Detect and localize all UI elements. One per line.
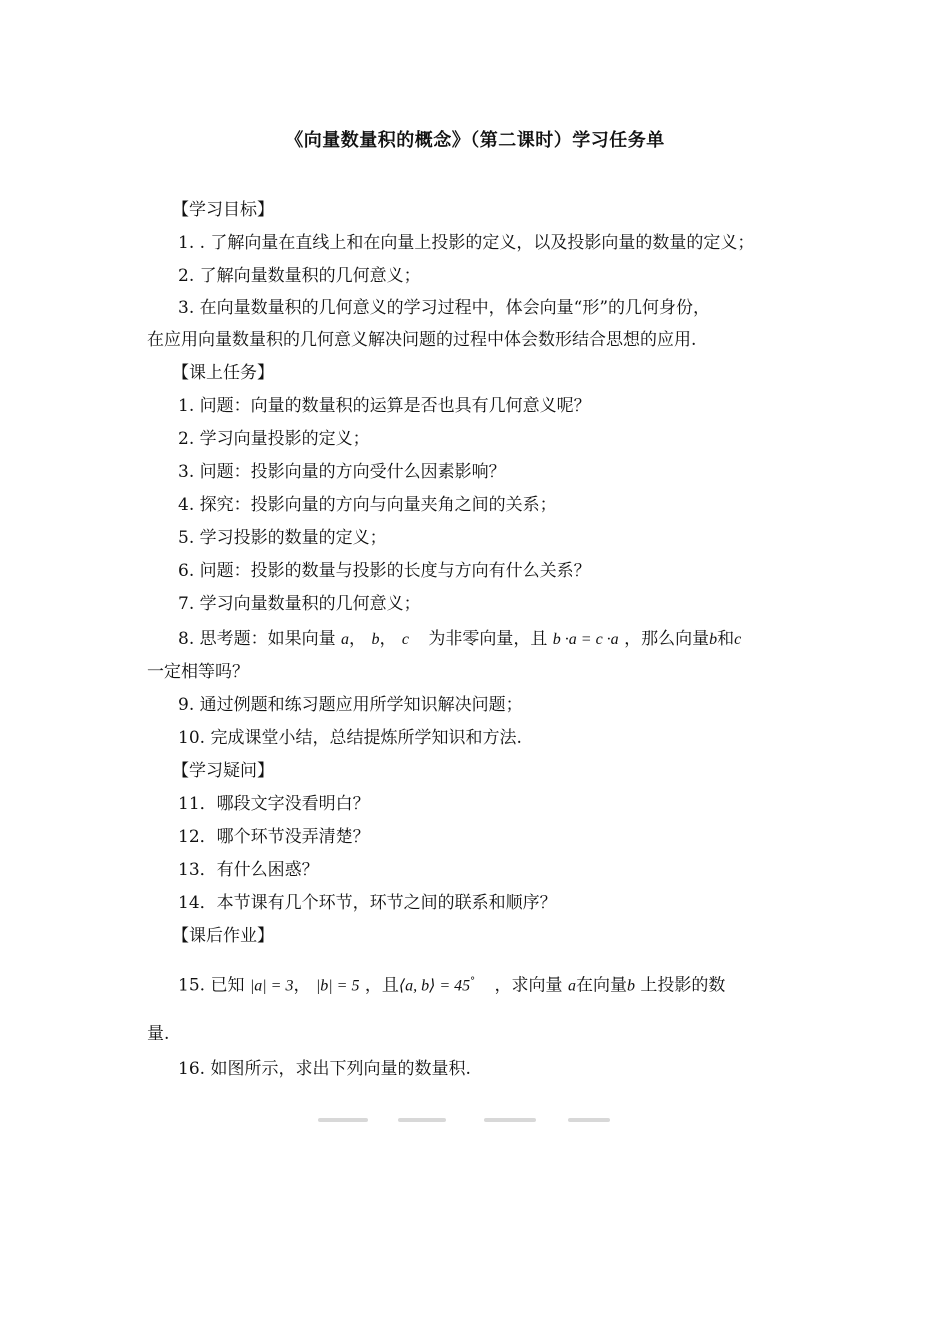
task-item: 6. 问题：投影的数量与投影的长度与方向有什么关系？	[178, 561, 591, 581]
q15-prefix: 15. 已知	[178, 975, 245, 996]
question-item: 11．哪段文字没看明白？	[178, 794, 370, 814]
degree-symbol: °	[470, 976, 476, 987]
comma: ，	[349, 629, 367, 649]
goal-item: 1. . 了解向量在直线上和在向量上投影的定义，以及投影向量的数量的定义；	[178, 233, 755, 253]
goal-item: 2. 了解向量数量积的几何意义；	[178, 266, 421, 286]
task-item: 5. 学习投影的数量的定义；	[178, 528, 387, 548]
vector-b: b	[709, 631, 718, 648]
q8-suffix: ，那么向量	[624, 629, 710, 649]
q15-abs-b: |b| = 5	[315, 977, 360, 995]
task-item: 9. 通过例题和练习题应用所学知识解决问题；	[178, 695, 523, 715]
section-heading-questions: 【学习疑问】	[172, 761, 274, 781]
task-item-q8	[178, 627, 741, 652]
homework-item-q15	[178, 970, 725, 999]
vector-b: b	[371, 631, 380, 648]
question-item: 12．哪个环节没弄清楚？	[178, 827, 370, 847]
question-item: 13．有什么困惑？	[178, 860, 319, 880]
q8-equation: b ·a = c ·a	[552, 631, 619, 648]
section-heading-homework: 【课后作业】	[172, 926, 274, 946]
vector-c: c	[401, 631, 409, 648]
comma: ，	[379, 629, 397, 649]
vector-b: b	[626, 977, 635, 995]
vector-a: a	[341, 631, 350, 648]
task-item: 10. 完成课堂小结，总结提炼所学知识和方法.	[178, 728, 522, 748]
question-item: 14．本节课有几个环节，环节之间的联系和顺序？	[178, 893, 557, 913]
q15-on: 在向量	[575, 975, 627, 996]
q15-angle: ⟨a, b⟩ = 45	[398, 977, 471, 995]
q8-prefix: 8. 思考题：如果向量	[178, 629, 336, 649]
q15-tail: 上投影的数	[640, 975, 726, 996]
q8-mid: 为非零向量，且	[428, 629, 548, 649]
task-item: 3. 问题：投影向量的方向受什么因素影响？	[178, 462, 506, 482]
task-item: 4. 探究：投影向量的方向与向量夹角之间的关系；	[178, 495, 557, 515]
cropped-figure-labels	[318, 1112, 618, 1126]
homework-item-q15-continued: 量.	[147, 1024, 170, 1044]
vector-c: c	[734, 631, 742, 648]
goal-item: 3. 在向量数量积的几何意义的学习过程中，体会向量“形”的几何身份，	[178, 298, 711, 318]
task-item: 2. 学习向量投影的定义；	[178, 429, 370, 449]
vector-a: a	[567, 977, 576, 995]
homework-item-q16: 16. 如图所示，求出下列向量的数量积.	[178, 1059, 471, 1079]
q15-sep: ，	[293, 975, 311, 996]
q15-abs-a: |a| = 3	[249, 977, 294, 995]
task-item-q8-continued: 一定相等吗？	[147, 662, 249, 682]
section-heading-goals: 【学习目标】	[172, 200, 274, 220]
task-item: 7. 学习向量数量积的几何意义；	[178, 594, 421, 614]
goal-item-continued: 在应用向量数量积的几何意义解决问题的过程中体会数形结合思想的应用.	[147, 330, 697, 350]
page-title: 《向量数量积的概念》（第二课时）学习任务单	[285, 130, 665, 151]
section-heading-tasks: 【课上任务】	[172, 363, 274, 383]
task-item: 1. 问题：向量的数量积的运算是否也具有几何意义呢？	[178, 396, 591, 416]
q15-mid: ，求向量	[494, 975, 563, 996]
q15-and: ，且	[364, 975, 399, 996]
q8-and: 和	[717, 629, 735, 649]
